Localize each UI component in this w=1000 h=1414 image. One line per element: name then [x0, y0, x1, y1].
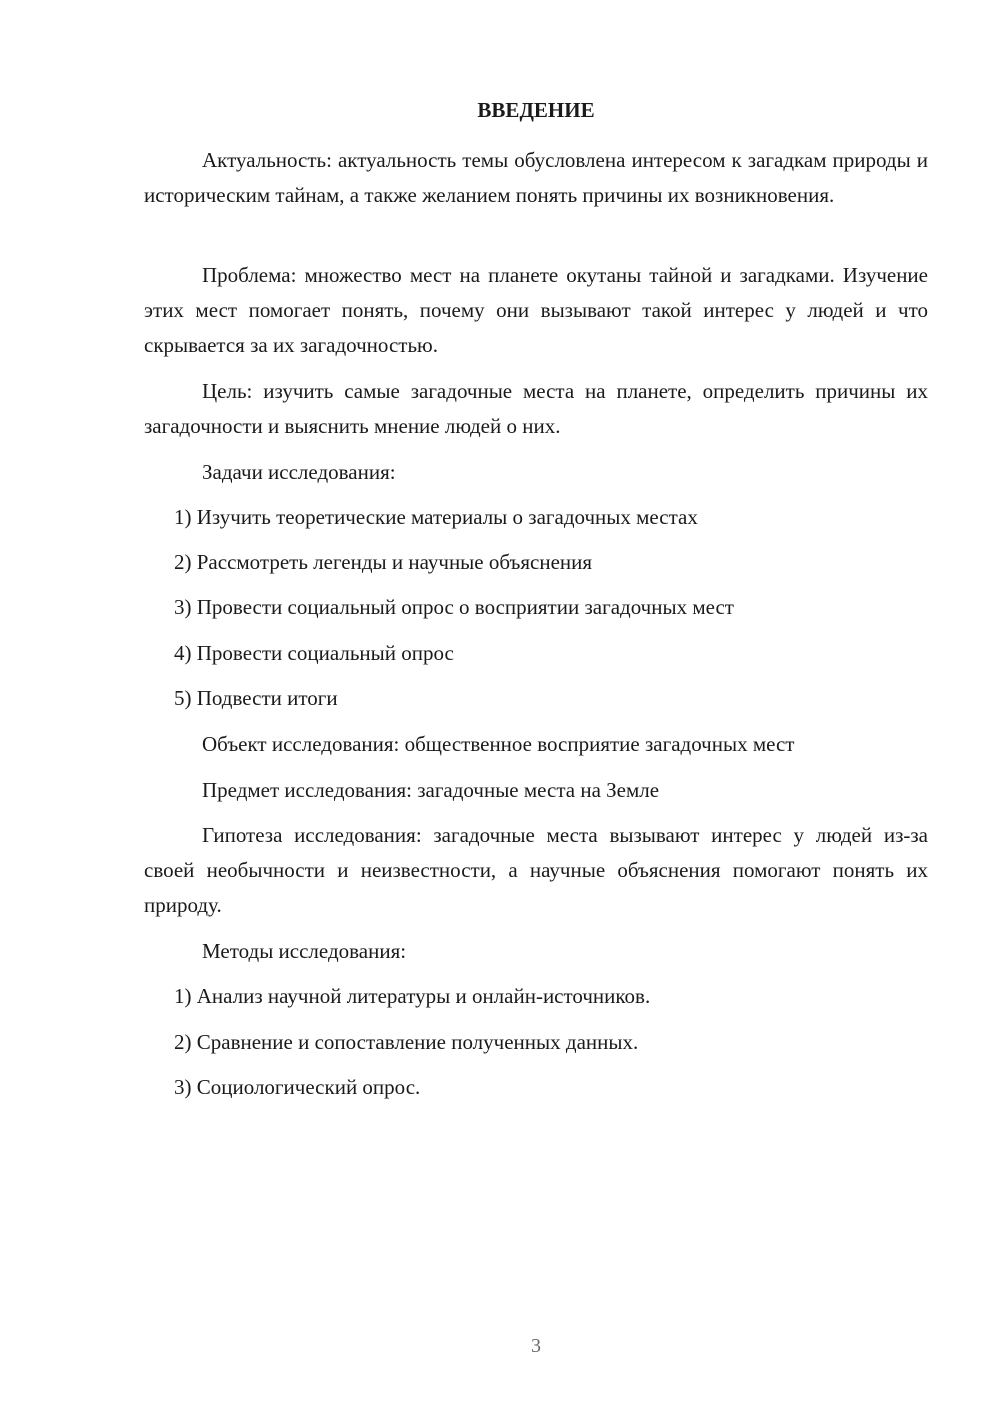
page-number: 3 [531, 1335, 541, 1357]
methods-heading: Методы исследования: [202, 939, 407, 963]
research-object: Объект исследования: общественное восприятие загадочных мест [202, 732, 795, 756]
document-page [144, 0, 928, 1414]
goal-paragraph: Цель: изучить самые загадочные места на планете, определить причины их загадочности и выяснить мнение людей о них. [144, 379, 928, 438]
task-item: 1) Изучить теоретические материалы о загадочных местах [174, 505, 698, 529]
method-item: 1) Анализ научной литературы и онлайн-источников. [174, 984, 651, 1008]
document-title: ВВЕДЕНИЕ [477, 98, 595, 122]
task-item: 2) Рассмотреть легенды и научные объяснения [174, 550, 593, 574]
relevance-paragraph: Актуальность: актуальность темы обусловлена интересом к загадкам природы и историческим тайнам, а также желанием понять причины их возникновения. [144, 148, 928, 207]
task-item: 4) Провести социальный опрос [174, 641, 454, 665]
problem-paragraph: Проблема: множество мест на планете окутаны тайной и загадками. Изучение этих мест помогает понять, почему они вызывают такой интерес у людей и что скрывается за их загадочностью. [144, 263, 928, 357]
hypothesis-paragraph: Гипотеза исследования: загадочные места вызывают интерес у людей из-за своей необычности и неизвестности, а научные объяснения помогают понять их природу. [144, 823, 928, 917]
research-subject: Предмет исследования: загадочные места на Земле [202, 778, 660, 802]
method-item: 2) Сравнение и сопоставление полученных данных. [174, 1030, 639, 1054]
method-item: 3) Социологический опрос. [174, 1075, 421, 1099]
tasks-heading: Задачи исследования: [202, 460, 396, 484]
task-item: 3) Провести социальный опрос о восприятии загадочных мест [174, 595, 734, 619]
task-item: 5) Подвести итоги [174, 686, 338, 710]
